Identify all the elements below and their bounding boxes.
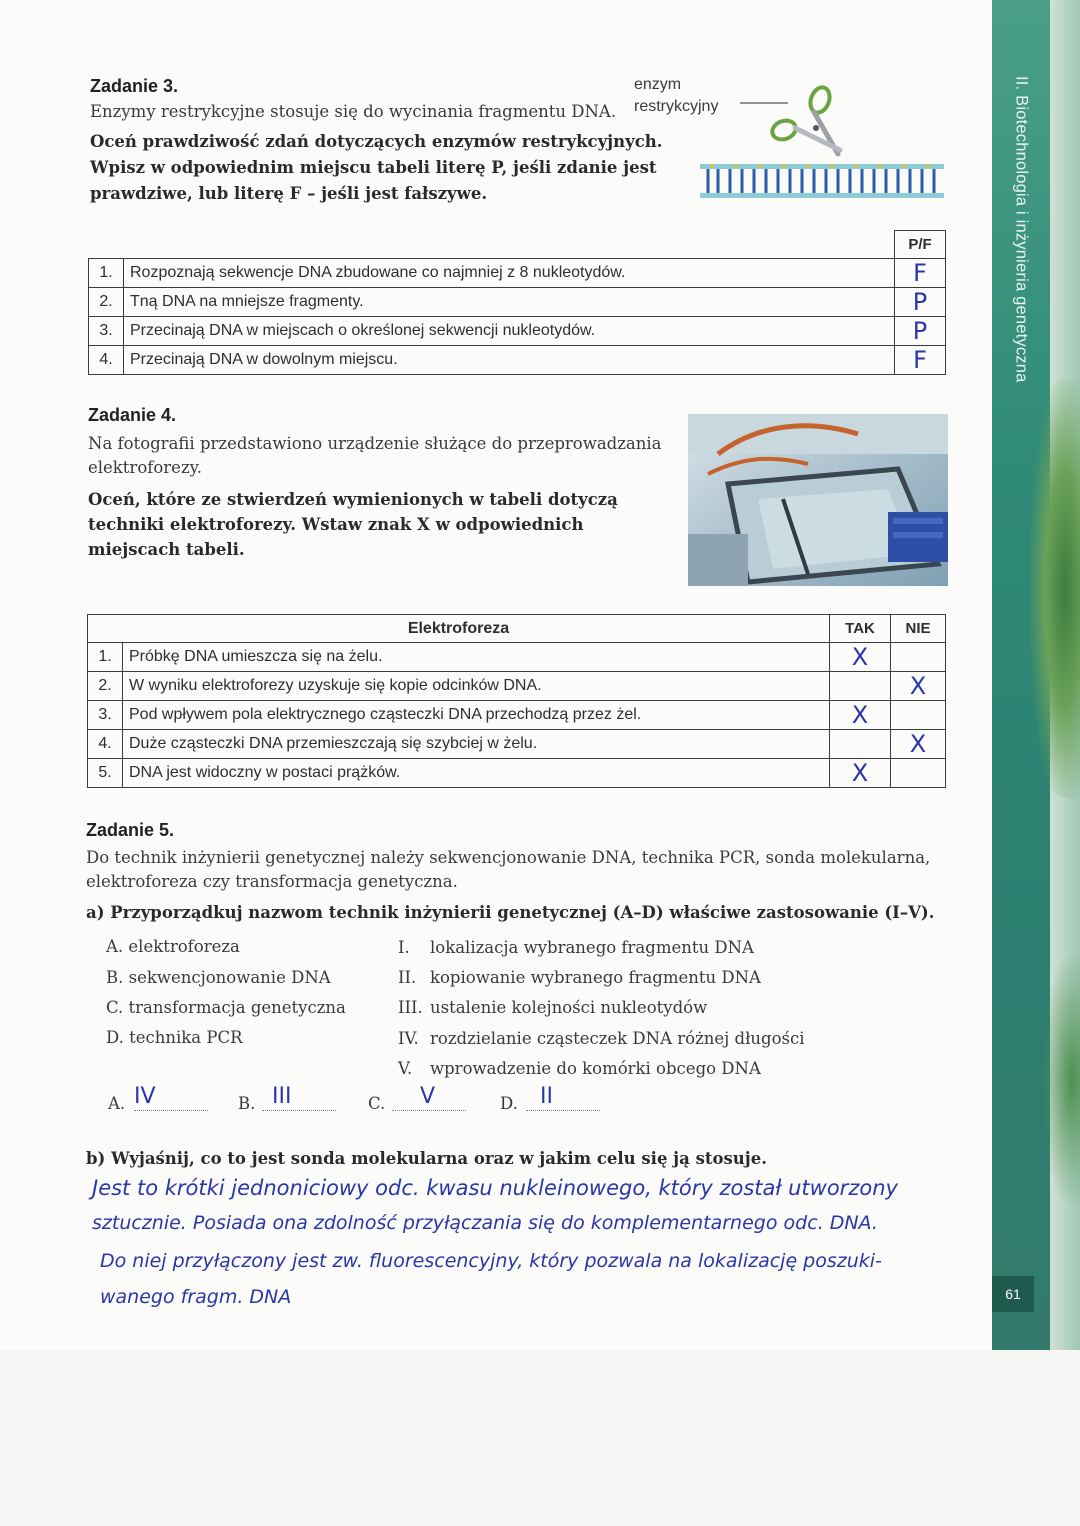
use-text: lokalizacja wybranego fragmentu DNA [430,938,754,957]
task-3-title: Zadanie 3. [90,76,179,96]
chapter-title: II. Biotechnologia i inżynieria genetyczna [1012,76,1031,383]
technique-item: B. sekwencjonowanie DNA [106,968,331,987]
nie-mark[interactable] [891,701,946,730]
use-number: IV. [398,1029,419,1048]
use-text: kopiowanie wybranego fragmentu DNA [430,968,761,987]
table-row: 3. Pod wpływem pola elektrycznego cząsteczki DNA przechodzą przez żel. X [88,701,946,730]
table-row: 4. Przecinają DNA w dowolnym miejscu. F [89,346,946,375]
answer-field[interactable]: IV [134,1084,208,1111]
use-text: wprowadzenie do komórki obcego DNA [430,1059,761,1078]
handwritten-answer-line[interactable]: sztucznie. Posiada ona zdolność przyłączania się do komplementarnego odc. DNA. [92,1212,878,1234]
scissors-icon [740,84,850,164]
table-row: 2. Tną DNA na mniejsze fragmenty. P [89,288,946,317]
use-number: III. [398,998,423,1017]
task-4-table [87,614,946,788]
tak-mark[interactable]: X [830,759,891,788]
handwritten-answer-line[interactable]: Do niej przyłączony jest zw. fluorescencyjny, który pozwala na lokalizację poszuki- [100,1250,882,1272]
task-3-instruction-line: Wpisz w odpowiednim miejscu tabeli literę P, jeśli zdanie jest [90,158,657,177]
nie-mark[interactable]: X [891,730,946,759]
statement-text: Próbkę DNA umieszcza się na żelu. [123,643,830,672]
answer-cell[interactable]: P [895,317,946,346]
tak-mark[interactable] [830,672,891,701]
statement-text: W wyniku elektroforezy uzyskuje się kopie odcinków DNA. [123,672,830,701]
handwritten-answer-line[interactable]: Jest to krótki jednoniciowy odc. kwasu nukleinowego, który został utworzony [92,1176,898,1200]
electrophoresis-header: Elektroforeza [88,615,830,643]
tak-mark[interactable] [830,730,891,759]
table-row: 3. Przecinają DNA w miejscach o określonej sekwencji nukleotydów. P [89,317,946,346]
table-row: 1. Rozpoznają sekwencje DNA zbudowane co najmniej z 8 nukleotydów. F [89,259,946,288]
use-text: rozdzielanie cząsteczek DNA różnej długości [430,1029,805,1048]
task-5-intro-line: elektroforeza czy transformacja genetyczna. [86,872,458,891]
statement-text: Rozpoznają sekwencje DNA zbudowane co najmniej z 8 nukleotydów. [124,259,895,288]
tak-column-header: TAK [830,615,891,643]
task-3-table [88,230,946,375]
answer-label: D. [500,1094,518,1113]
nie-mark[interactable]: X [891,672,946,701]
task-4-instruction-line: Oceń, które ze stwierdzeń wymienionych w tabeli dotyczą [88,490,618,509]
task-4-instruction-line: miejscach tabeli. [88,540,245,559]
task-3-instruction-line: Oceń prawdziwość zdań dotyczących enzymów restrykcyjnych. [90,132,663,151]
answer-field[interactable]: II [526,1084,600,1111]
statement-text: Przecinają DNA w miejscach o określonej sekwencji nukleotydów. [124,317,895,346]
task-5a-instruction: a) Przyporządkuj nazwom technik inżynierii genetycznej (A–D) właściwe zastosowanie (I–V). [86,903,935,922]
nie-mark[interactable] [891,643,946,672]
pf-column-header: P/F [895,231,946,259]
page-number: 61 [992,1276,1034,1312]
task-4-intro-line: elektroforezy. [88,458,203,477]
statement-text: DNA jest widoczny w postaci prążków. [123,759,830,788]
statement-text: Pod wpływem pola elektrycznego cząsteczki DNA przechodzą przez żel. [123,701,830,730]
task-4-instruction-line: techniki elektroforezy. Wstaw znak X w odpowiednich [88,515,584,534]
table-row: 4. Duże cząsteczki DNA przemieszczają się szybciej w żelu. X [88,730,946,759]
decorative-leaf [1040,950,1080,1210]
answer-cell[interactable]: F [895,346,946,375]
technique-item: C. transformacja genetyczna [106,998,346,1017]
tak-mark[interactable]: X [830,643,891,672]
answer-label: A. [108,1094,126,1113]
statement-text: Duże cząsteczki DNA przemieszczają się szybciej w żelu. [123,730,830,759]
technique-item: A. elektroforeza [106,937,240,956]
table-row: 2. W wyniku elektroforezy uzyskuje się kopie odcinków DNA. X [88,672,946,701]
answer-label: B. [238,1094,256,1113]
table-row: 1. Próbkę DNA umieszcza się na żelu. X [88,643,946,672]
answer-cell[interactable]: F [895,259,946,288]
task-3-intro: Enzymy restrykcyjne stosuje się do wycinania fragmentu DNA. [90,102,617,121]
table-row: 5. DNA jest widoczny w postaci prążków. X [88,759,946,788]
answer-cell[interactable]: P [895,288,946,317]
task-5-intro-line: Do technik inżynierii genetycznej należy sekwencjonowanie DNA, technika PCR, sonda molekularna, [86,848,931,867]
enzyme-label: restrykcyjny [634,98,719,115]
scan-margin [0,1350,1080,1526]
answer-label: C. [368,1094,386,1113]
use-number: II. [398,968,417,987]
handwritten-answer-line[interactable]: wanego fragm. DNA [100,1286,292,1308]
technique-item: D. technika PCR [106,1028,243,1047]
task-4-title: Zadanie 4. [88,405,177,425]
statement-text: Tną DNA na mniejsze fragmenty. [124,288,895,317]
nie-mark[interactable] [891,759,946,788]
statement-text: Przecinają DNA w dowolnym miejscu. [124,346,895,375]
dna-strand-icon [700,160,944,202]
answer-field[interactable]: III [262,1084,336,1111]
use-text: ustalenie kolejności nukleotydów [430,998,708,1017]
electrophoresis-photo [688,414,948,586]
use-number: V. [398,1059,413,1078]
nie-column-header: NIE [891,615,946,643]
tak-mark[interactable]: X [830,701,891,730]
enzyme-label: enzym [634,76,682,93]
task-3-instruction-line: prawdziwe, lub literę F – jeśli jest fałszywe. [90,184,488,203]
use-number: I. [398,938,410,957]
task-5-title: Zadanie 5. [86,820,175,840]
task-4-intro-line: Na fotografii przedstawiono urządzenie służące do przeprowadzania [88,434,662,453]
task-5b-instruction: b) Wyjaśnij, co to jest sonda molekularna oraz w jakim celu się ją stosuje. [86,1149,768,1168]
answer-field[interactable]: V [392,1084,466,1111]
